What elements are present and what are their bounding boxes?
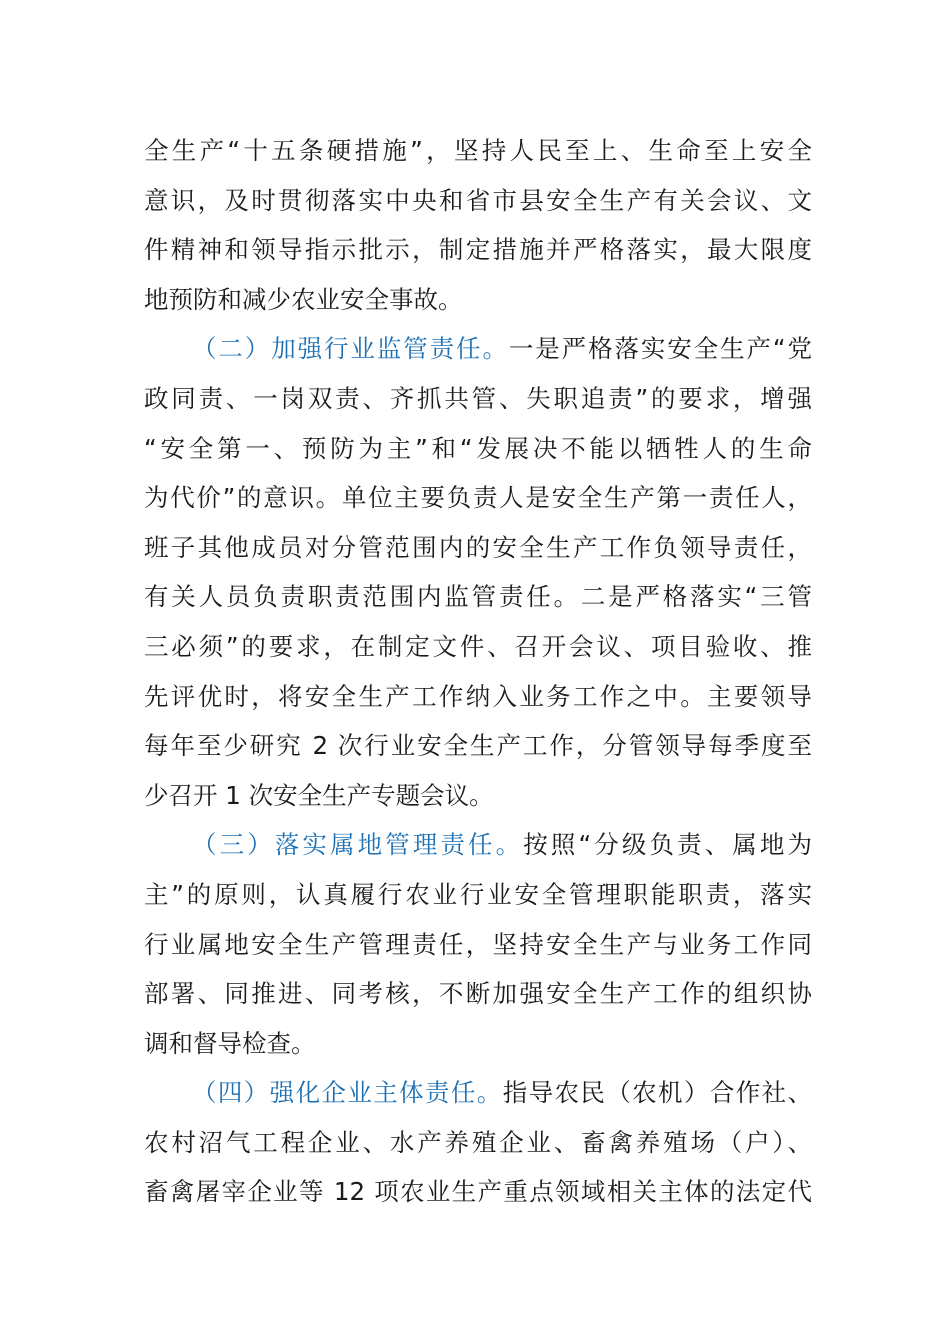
text-line: 有关人员负责职责范围内监管责任。二是严格落实“三管 <box>144 582 812 612</box>
text-line: 班子其他成员对分管范围内的安全生产工作负领导责任， <box>144 532 812 562</box>
text-line: 先评优时，将安全生产工作纳入业务工作之中。主要领导 <box>144 681 812 711</box>
text-line: 地预防和减少农业安全事故。 <box>144 284 463 314</box>
text-line: 部署、同推进、同考核，不断加强安全生产工作的组织协 <box>144 979 812 1009</box>
text-line: “安全第一、预防为主”和“发展决不能以牺牲人的生命 <box>144 433 812 463</box>
text-line: 畜禽屠宰企业等 12 项农业生产重点领域相关主体的法定代 <box>144 1177 812 1207</box>
text-line: 主”的原则，认真履行农业行业安全管理职能职责，落实 <box>144 879 812 909</box>
text-line: 意识，及时贯彻落实中央和省市县安全生产有关会议、文 <box>144 185 812 215</box>
text-line: 政同责、一岗双责、齐抓共管、失职追责”的要求，增强 <box>144 383 812 413</box>
text-line: 每年至少研究 2 次行业安全生产工作，分管领导每季度至 <box>144 731 812 761</box>
section-heading: （二）加强行业监管责任。 <box>192 334 509 364</box>
text-line: 为代价”的意识。单位主要负责人是安全生产第一责任人， <box>144 483 812 513</box>
text-line: 全生产“十五条硬措施”，坚持人民至上、生命至上安全 <box>144 136 812 165</box>
paragraph-3 <box>144 820 812 1068</box>
text-line: 三必须”的要求，在制定文件、召开会议、项目验收、推 <box>144 631 812 661</box>
text-line: 农村沼气工程企业、水产养殖企业、畜禽养殖场（户）、 <box>144 1127 812 1157</box>
section-heading: （三）落实属地管理责任。 <box>192 830 524 860</box>
paragraph-2 <box>144 324 812 820</box>
text-line <box>144 820 812 870</box>
text-line <box>144 1068 812 1118</box>
text-line: 行业属地安全生产管理责任，坚持安全生产与业务工作同 <box>144 929 812 959</box>
text-line <box>144 324 812 374</box>
text-line: 少召开 1 次安全生产专题会议。 <box>144 780 494 810</box>
section-heading: （四）强化企业主体责任。 <box>192 1078 503 1108</box>
text-line: 调和督导检查。 <box>144 1028 316 1058</box>
text-span: 按照“分级负责、属地为 <box>523 830 813 860</box>
text-span: 一是严格落实安全生产“党 <box>508 334 812 364</box>
text-line: 件精神和领导指示批示，制定措施并严格落实，最大限度 <box>144 235 812 265</box>
paragraph-4 <box>144 1068 812 1217</box>
document-page <box>144 126 812 1217</box>
text-span: 指导农民（农机）合作社、 <box>502 1078 813 1108</box>
paragraph-1 <box>144 126 812 324</box>
